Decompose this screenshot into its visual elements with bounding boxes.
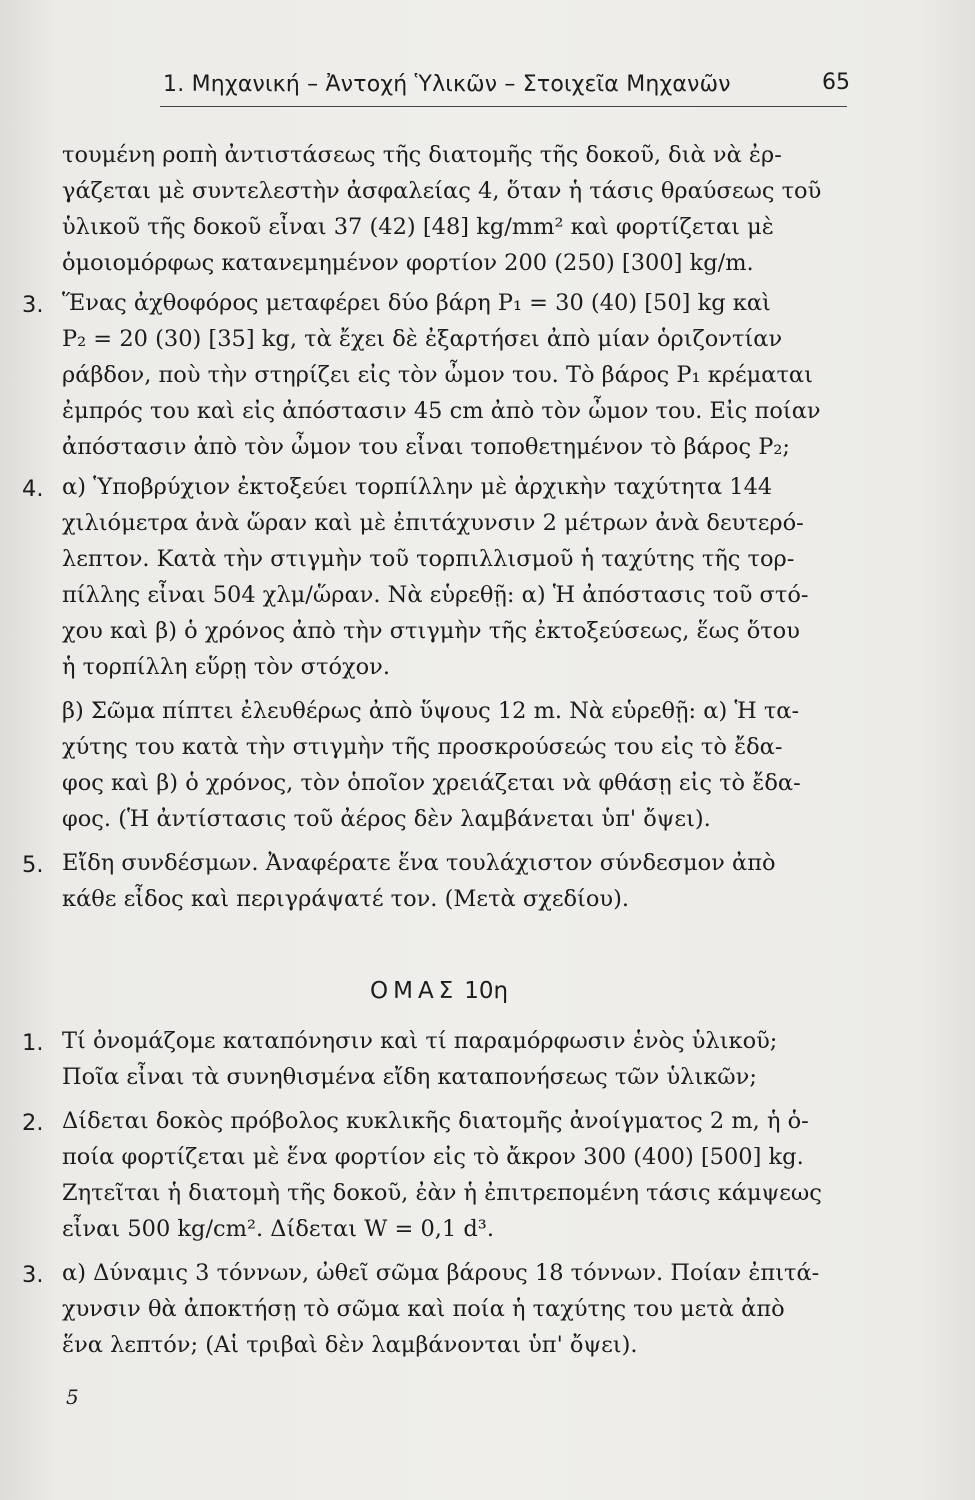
signature-mark: 5 xyxy=(66,1385,79,1409)
text-line: χου καὶ β) ὁ χρόνος ἀπὸ τὴν στιγμὴν τῆς ἐκτοξεύσεως, ἕως ὅτου xyxy=(62,618,800,644)
text-line: χιλιόμετρα ἀνὰ ὥραν καὶ μὲ ἐπιτάχυνσιν 2 μέτρων ἀνὰ δευτερό- xyxy=(62,510,804,536)
text-line: Ἕνας ἀχθοφόρος μεταφέρει δύο βάρη P₁ = 30 (40) [50] kg καὶ xyxy=(62,290,771,316)
section-heading xyxy=(370,978,508,1004)
item-number: 5. xyxy=(22,852,44,878)
text-line: εἶναι 500 kg/cm². Δίδεται W = 0,1 d³. xyxy=(62,1216,494,1242)
section-heading-number: 10η xyxy=(464,978,509,1004)
item-number: 4. xyxy=(22,476,44,502)
text-line: ὁμοιομόρφως κατανεμημένον φορτίον 200 (250) [300] kg/m. xyxy=(62,250,754,276)
running-header-title: 1. Μηχανική – Ἀντοχή Ὑλικῶν – Στοιχεῖα Μηχανῶν xyxy=(163,72,731,97)
text-line: β) Σῶμα πίπτει ἐλευθέρως ἀπὸ ὕψους 12 m. Νὰ εὑρεθῇ: α) Ἡ τα- xyxy=(62,698,800,724)
text-line: ἡ τορπίλλη εὕρῃ τὸν στόχον. xyxy=(62,654,390,680)
text-line: P₂ = 20 (30) [35] kg, τὰ ἔχει δὲ ἐξαρτήσει ἀπὸ μίαν ὁριζοντίαν xyxy=(62,326,783,352)
text-line: χυνσιν θὰ ἀποκτήσῃ τὸ σῶμα καὶ ποία ἡ ταχύτης του μετὰ ἀπὸ xyxy=(62,1296,785,1322)
text-line: Τί ὀνομάζομε καταπόνησιν καὶ τί παραμόρφωσιν ἑνὸς ὑλικοῦ; xyxy=(62,1028,778,1054)
item-number: 1. xyxy=(22,1030,44,1056)
text-line: φος. (Ἡ ἀντίστασις τοῦ ἀέρος δὲν λαμβάνεται ὑπ' ὄψει). xyxy=(62,806,711,832)
text-line: πίλλης εἶναι 504 χλμ/ὥραν. Νὰ εὑρεθῇ: α) Ἡ ἀπόστασις τοῦ στό- xyxy=(62,582,809,608)
text-line: Εἴδη συνδέσμων. Ἀναφέρατε ἕνα τουλάχιστον σύνδεσμον ἀπὸ xyxy=(62,850,776,876)
text-line: γάζεται μὲ συντελεστὴν ἀσφαλείας 4, ὅταν ἡ τάσις θραύσεως τοῦ xyxy=(62,178,822,204)
text-line: ἕνα λεπτόν; (Αἱ τριβαὶ δὲν λαμβάνονται ὑπ' ὄψει). xyxy=(62,1332,638,1358)
text-line: α) Ὑποβρύχιον ἐκτοξεύει τορπίλλην μὲ ἀρχικὴν ταχύτητα 144 xyxy=(62,474,773,500)
header-rule xyxy=(160,106,847,107)
page-number: 65 xyxy=(822,70,850,95)
text-line: λεπτον. Κατὰ τὴν στιγμὴν τοῦ τορπιλλισμοῦ ἡ ταχύτης τῆς τορ- xyxy=(62,546,795,572)
text-line: ποία φορτίζεται μὲ ἕνα φορτίον εἰς τὸ ἄκρον 300 (400) [500] kg. xyxy=(62,1144,804,1170)
item-number: 3. xyxy=(22,1262,44,1288)
text-line: ράβδον, ποὺ τὴν στηρίζει εἰς τὸν ὦμον του. Τὸ βάρος P₁ κρέμαται xyxy=(62,362,813,388)
text-line: φος καὶ β) ὁ χρόνος, τὸν ὁποῖον χρειάζεται νὰ φθάσῃ εἰς τὸ ἔδα- xyxy=(62,770,801,796)
text-line: ὑλικοῦ τῆς δοκοῦ εἶναι 37 (42) [48] kg/mm² καὶ φορτίζεται μὲ xyxy=(62,214,774,240)
text-line: α) Δύναμις 3 τόννων, ὠθεῖ σῶμα βάρους 18 τόννων. Ποίαν ἐπιτά- xyxy=(62,1260,820,1286)
text-line: κάθε εἶδος καὶ περιγράψατέ τον. (Μετὰ σχεδίου). xyxy=(62,886,630,912)
text-line: ἀπόστασιν ἀπὸ τὸν ὦμον του εἶναι τοποθετημένον τὸ βάρος P₂; xyxy=(62,434,790,460)
text-line: Ποῖα εἶναι τὰ συνηθισμένα εἴδη καταπονήσεως τῶν ὑλικῶν; xyxy=(62,1064,757,1090)
text-line: χύτης του κατὰ τὴν στιγμὴν τῆς προσκρούσεώς του εἰς τὸ ἔδα- xyxy=(62,734,783,760)
item-number: 2. xyxy=(22,1110,44,1136)
text-line: Δίδεται δοκὸς πρόβολος κυκλικῆς διατομῆς ἀνοίγματος 2 m, ἡ ὁ- xyxy=(62,1108,809,1134)
item-number: 3. xyxy=(22,292,44,318)
text-line: Ζητεῖται ἡ διατομὴ τῆς δοκοῦ, ἐὰν ἡ ἐπιτρεπομένη τάσις κάμψεως xyxy=(62,1180,822,1206)
text-line: τουμένη ροπὴ ἀντιστάσεως τῆς διατομῆς τῆς δοκοῦ, διὰ νὰ ἐρ- xyxy=(62,142,782,168)
section-heading-word: ΟΜΑΣ xyxy=(370,978,459,1004)
text-line: ἐμπρός του καὶ εἰς ἀπόστασιν 45 cm ἀπὸ τὸν ὦμον του. Εἰς ποίαν xyxy=(62,398,821,424)
